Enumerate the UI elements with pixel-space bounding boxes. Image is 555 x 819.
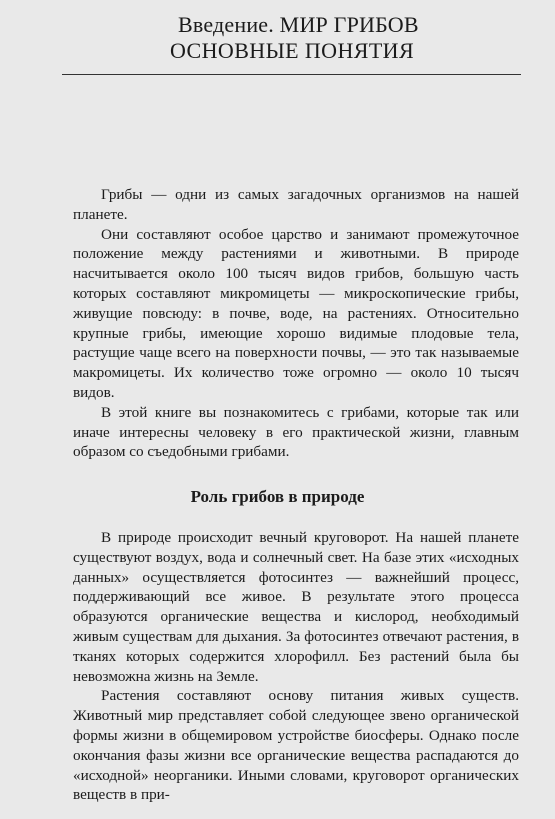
section-heading: Роль грибов в природе [190, 487, 365, 506]
paragraph: В этой книге вы познакомитесь с грибами, которые так или иначе интересны человеку в его практической жизни, главным образом со съедобными грибами. [73, 403, 519, 461]
header-rule [62, 74, 521, 75]
paragraph: В природе происходит вечный круговорот. На нашей планете существуют воздух, вода и солнечный свет. На базе этих «исходных данных» осуществляется фотосинтез — важнейший процесс, поддерживающий все живое. В результате этого процесса образуются органические вещества и кислород, необходимый живым существам для дыхания. За фотосинтез отвечают растения, в тканях которых содержится хлорофилл. Без растений была бы невозможна жизнь на Земле. [73, 529, 519, 685]
chapter-subtitle: ОСНОВНЫЕ ПОНЯТИЯ [170, 38, 415, 63]
paragraph: Растения составляют основу питания живых существ. Животный мир представляет собой следующее звено органической формы жизни в общемировом устройстве биосферы. Однако после окончания фазы жизни все органические вещества распадаются до «исходной» неорганики. Иными словами, круговорот органических веществ в при- [73, 687, 519, 804]
chapter-title: Введение. МИР ГРИБОВ [178, 12, 419, 37]
paragraph: Грибы — одни из самых загадочных организмов на нашей планете. [73, 186, 519, 223]
paragraph: Они составляют особое царство и занимают промежуточное положение между растениями и животными. В природе насчитывается около 100 тысяч видов грибов, большую часть которых составляют микромицеты — микроскопические грибы, живущие повсюду: в почве, воде, на растениях. Относительно крупные грибы, имеющие хорошо видимые плодовые тела, растущие чаще всего на поверхности почвы, — это так называемые макромицеты. Их количество тоже огромно — около 10 тысяч видов. [73, 225, 519, 401]
section-text [73, 528, 519, 805]
intro-text [73, 185, 519, 462]
